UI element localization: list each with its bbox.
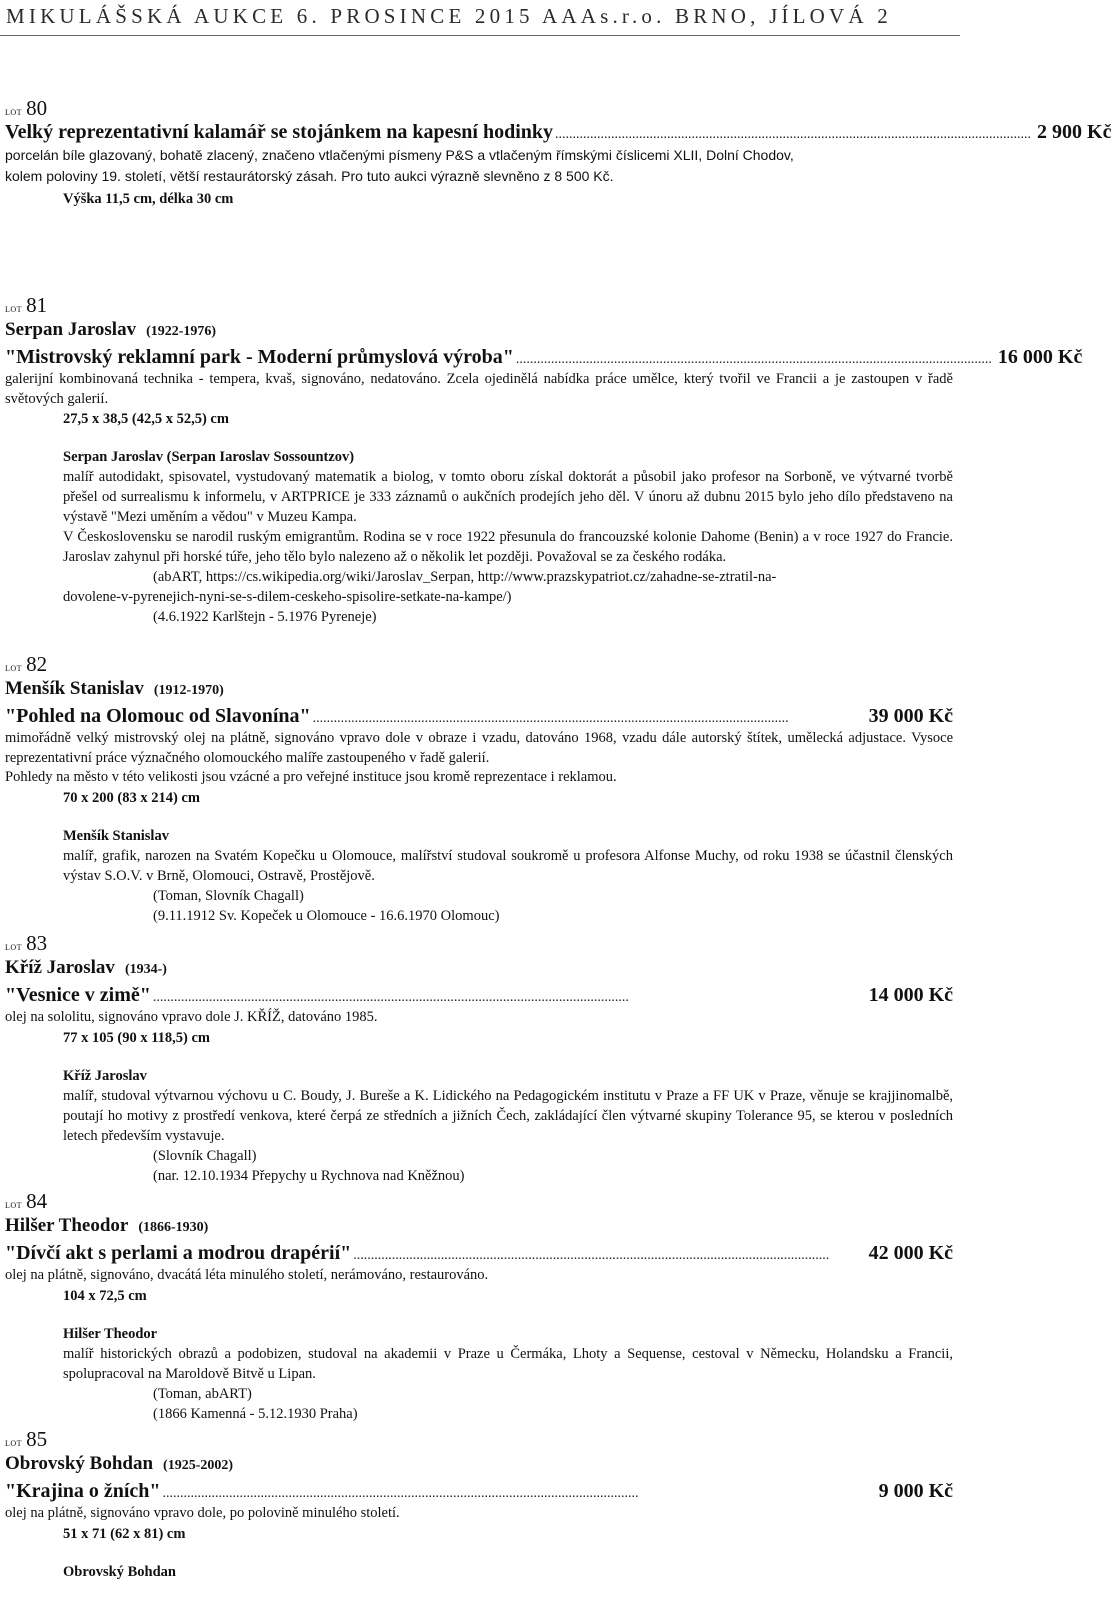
artist-years: (1925-2002) — [163, 1458, 234, 1473]
leader-dots: ........................................................................................................................................ — [162, 1486, 639, 1501]
bio-life: (9.11.1912 Sv. Kopeček u Olomouce - 16.6.1970 Olomouc) — [153, 907, 500, 924]
lot-label — [5, 1427, 953, 1451]
lot-number: 85 — [26, 1427, 48, 1451]
lot-83 — [5, 931, 953, 1186]
lot-number: 84 — [26, 1189, 48, 1213]
lot-word: LOT — [5, 1201, 23, 1210]
lot-title: "Pohled na Olomouc od Slavonína" — [5, 705, 311, 727]
bio-life: (1866 Kamenná - 5.12.1930 Praha) — [153, 1405, 358, 1422]
lot-title-row — [5, 120, 1111, 145]
lot-number: 82 — [26, 652, 48, 676]
bio-name: Menšík Stanislav — [63, 827, 169, 844]
bio-sources: (Toman, Slovník Chagall) — [153, 887, 304, 904]
lot-dimensions: 27,5 x 38,5 (42,5 x 52,5) cm — [63, 411, 229, 427]
lot-title: Velký reprezentativní kalamář se stojánkem na kapesní hodinky — [5, 121, 554, 143]
lot-description: olej na plátně, signováno, dvacátá léta minulého století, nerámováno, restaurováno. — [5, 1267, 489, 1283]
artist-bio — [63, 1066, 953, 1186]
lot-title-row — [5, 1241, 953, 1266]
artist-years: (1912-1970) — [153, 683, 224, 698]
lot-label — [5, 96, 953, 120]
lot-price: 9 000 Kč — [878, 1480, 953, 1502]
bio-text: malíř, grafik, narozen na Svatém Kopečku u Olomouce, malířství studoval soukromě u profesora Alfonse Muchy, od roku 1938 se účastnil členských výstav S.O.V. v Brně, Olomouci, Ostravě, Prostějově. — [63, 847, 953, 884]
bio-life: (4.6.1922 Karlštejn - 5.1976 Pyreneje) — [153, 609, 377, 625]
lot-word: LOT — [5, 305, 23, 314]
lot-label — [5, 1189, 953, 1213]
artist-bio — [63, 447, 953, 627]
artist-name: Hilšer Theodor — [5, 1215, 129, 1236]
description-line: porcelán bíle glazovaný, bohatě zlacený, značeno vtlačenými písmeny P&S a vtlačeným římskými číslicemi XLII, Dolní Chodov, — [5, 147, 794, 163]
bio-name: Serpan Jaroslav (Serpan Iaroslav Sossountzov) — [63, 449, 355, 465]
lot-number: 80 — [26, 96, 48, 120]
lot-word: LOT — [5, 943, 23, 952]
lot-price: 16 000 Kč — [997, 346, 1083, 368]
lot-dimensions: 104 x 72,5 cm — [63, 1287, 147, 1304]
artist-years: (1866-1930) — [138, 1220, 209, 1235]
lot-label — [5, 652, 953, 676]
bio-name: Obrovský Bohdan — [63, 1563, 176, 1580]
lot-title-row — [5, 1479, 953, 1504]
lot-dimensions: 70 x 200 (83 x 214) cm — [63, 789, 200, 806]
lot-81 — [5, 293, 1083, 627]
artist-name: Kříž Jaroslav — [5, 957, 115, 978]
artist-line — [5, 317, 953, 345]
lot-description-2: Pohledy na město v této velikosti jsou vzácné a pro veřejné instituce jsou kromě reprezentace i reklamou. — [5, 769, 617, 785]
lot-description: olej na plátně, signováno vpravo dole, po polovině minulého století. — [5, 1505, 400, 1521]
artist-bio — [63, 826, 953, 926]
lot-description: galerijní kombinovaná technika - tempera, kvaš, signováno, nedatováno. Zcela ojedinělá nabídka práce umělce, který tvořil ve Francii a je zastoupen v řadě světových galerií. — [5, 371, 953, 407]
bio-name: Hilšer Theodor — [63, 1325, 158, 1342]
lot-number: 81 — [26, 293, 48, 317]
header-divider — [0, 35, 960, 36]
leader-dots: ........................................................................................................................................ — [353, 1248, 830, 1263]
lot-84 — [5, 1189, 953, 1424]
lot-dimensions: 77 x 105 (90 x 118,5) cm — [63, 1029, 210, 1046]
lot-word: LOT — [5, 664, 23, 673]
bio-name: Kříž Jaroslav — [63, 1067, 147, 1084]
lot-title: "Dívčí akt s perlami a modrou drapérií" — [5, 1242, 352, 1264]
artist-years: (1922-1976) — [146, 324, 217, 339]
lot-title-row — [5, 704, 953, 729]
bio-life: (nar. 12.10.1934 Přepychy u Rychnova nad Kněžnou) — [153, 1167, 465, 1184]
lot-word: LOT — [5, 108, 23, 117]
artist-name: Menšík Stanislav — [5, 678, 144, 699]
lot-word: LOT — [5, 1439, 23, 1448]
artist-bio — [63, 1324, 953, 1424]
bio-sources-cont: dovolene-v-pyrenejich-nyni-se-s-dilem-ceskeho-spisolire-setkate-na-kampe/) — [63, 589, 512, 605]
artist-years: (1934-) — [124, 962, 167, 977]
lot-title: "Krajina o žních" — [5, 1480, 161, 1502]
lot-price: 14 000 Kč — [868, 984, 953, 1006]
description-line: kolem poloviny 19. století, větší restaurátorský zásah. Pro tuto aukci výrazně slevněno z 8 500 Kč. — [5, 168, 614, 184]
leader-dots: ........................................................................................................................................ — [515, 352, 992, 367]
lot-price: 39 000 Kč — [868, 705, 953, 727]
lot-description — [5, 145, 953, 187]
lot-description: mimořádně velký mistrovský olej na plátně, signováno vpravo dole v obraze i vzadu, datováno 1968, vzadu dále autorský štítek, umělecká adjustace. Vysoce reprezentativní práce význačného olomouckého malíře zastoupeného v řadě galerií. — [5, 730, 953, 766]
artist-line — [5, 1451, 953, 1479]
lot-title-row — [5, 983, 953, 1008]
page-header: MIKULÁŠSKÁ AUKCE 6. PROSINCE 2015 AAAs.r.o. BRNO, JÍLOVÁ 2 — [6, 4, 892, 28]
lot-dimensions: Výška 11,5 cm, délka 30 cm — [63, 191, 234, 207]
bio-text-2: V Československu se narodil ruským emigrantům. Rodina se v roce 1922 přesunula do francouzské kolonie Dahome (Benin) a v roce 1927 do Francie. Jaroslav zahynul při horské túře, jeho tělo bylo nalezeno až o několik let později. Považoval se za českého rodáka. — [63, 529, 953, 565]
lot-dimensions: 51 x 71 (62 x 81) cm — [63, 1525, 186, 1542]
bio-sources: (abART, https://cs.wikipedia.org/wiki/Jaroslav_Serpan, http://www.prazskypatriot.cz/zahadne-se-ztratil-na- — [153, 569, 777, 585]
artist-name: Serpan Jaroslav — [5, 319, 137, 340]
lot-title: "Vesnice v zimě" — [5, 984, 151, 1006]
bio-text: malíř historických obrazů a podobizen, studoval na akademii v Praze u Čermáka, Lhoty a Sequense, cestoval v Německu, Holandsku a Francii, spolupracoval na Maroldově Bitvě u Lipan. — [63, 1345, 953, 1382]
lot-85 — [5, 1427, 953, 1582]
lot-80 — [5, 96, 1111, 209]
leader-dots: ........................................................................................................................................ — [152, 990, 629, 1005]
artist-line — [5, 676, 953, 704]
bio-sources: (Toman, abART) — [153, 1385, 252, 1402]
lot-title-row — [5, 345, 1083, 370]
bio-text: malíř, studoval výtvarnou výchovu u C. Boudy, J. Bureše a K. Lidického na Pedagogickém institutu v Praze a FF UK v Praze, věnuje se krajjinomalbě, poutají ho motivy z prostředí venkova, které čerpá ze středních a jižních Čech, zakládající člen výtvarné skupiny Tolerance 95, se kterou v posledních letech především vystavuje. — [63, 1087, 953, 1144]
artist-name: Obrovský Bohdan — [5, 1453, 154, 1474]
bio-sources: (Slovník Chagall) — [153, 1147, 257, 1164]
lot-label — [5, 293, 953, 317]
lot-number: 83 — [26, 931, 48, 955]
lot-title: "Mistrovský reklamní park - Moderní průmyslová výroba" — [5, 346, 514, 368]
lot-82 — [5, 652, 953, 926]
artist-line — [5, 955, 953, 983]
lot-description: olej na sololitu, signováno vpravo dole J. KŘÍŽ, datováno 1985. — [5, 1009, 378, 1025]
artist-line — [5, 1213, 953, 1241]
artist-bio — [63, 1562, 953, 1582]
lot-label — [5, 931, 953, 955]
leader-dots: ........................................................................................................................................ — [312, 711, 789, 726]
lot-price: 42 000 Kč — [868, 1242, 953, 1264]
lot-price: 2 900 Kč — [1037, 121, 1111, 143]
leader-dots: ........................................................................................................................................ — [555, 127, 1032, 142]
bio-text: malíř autodidakt, spisovatel, vystudovaný matematik a biolog, v tomto oboru získal doktorát a působil jako profesor na Sorboně, ve výtvarné tvorbě přešel od surrealismu k informelu, v ARTPRICE je 333 záznamů o aukčních prodejích jeho děl. V únoru až dubnu 2015 bylo jeho dílo představeno na výstavě "Mezi uměním a vědou" v Muzeu Kampa. — [63, 469, 953, 525]
